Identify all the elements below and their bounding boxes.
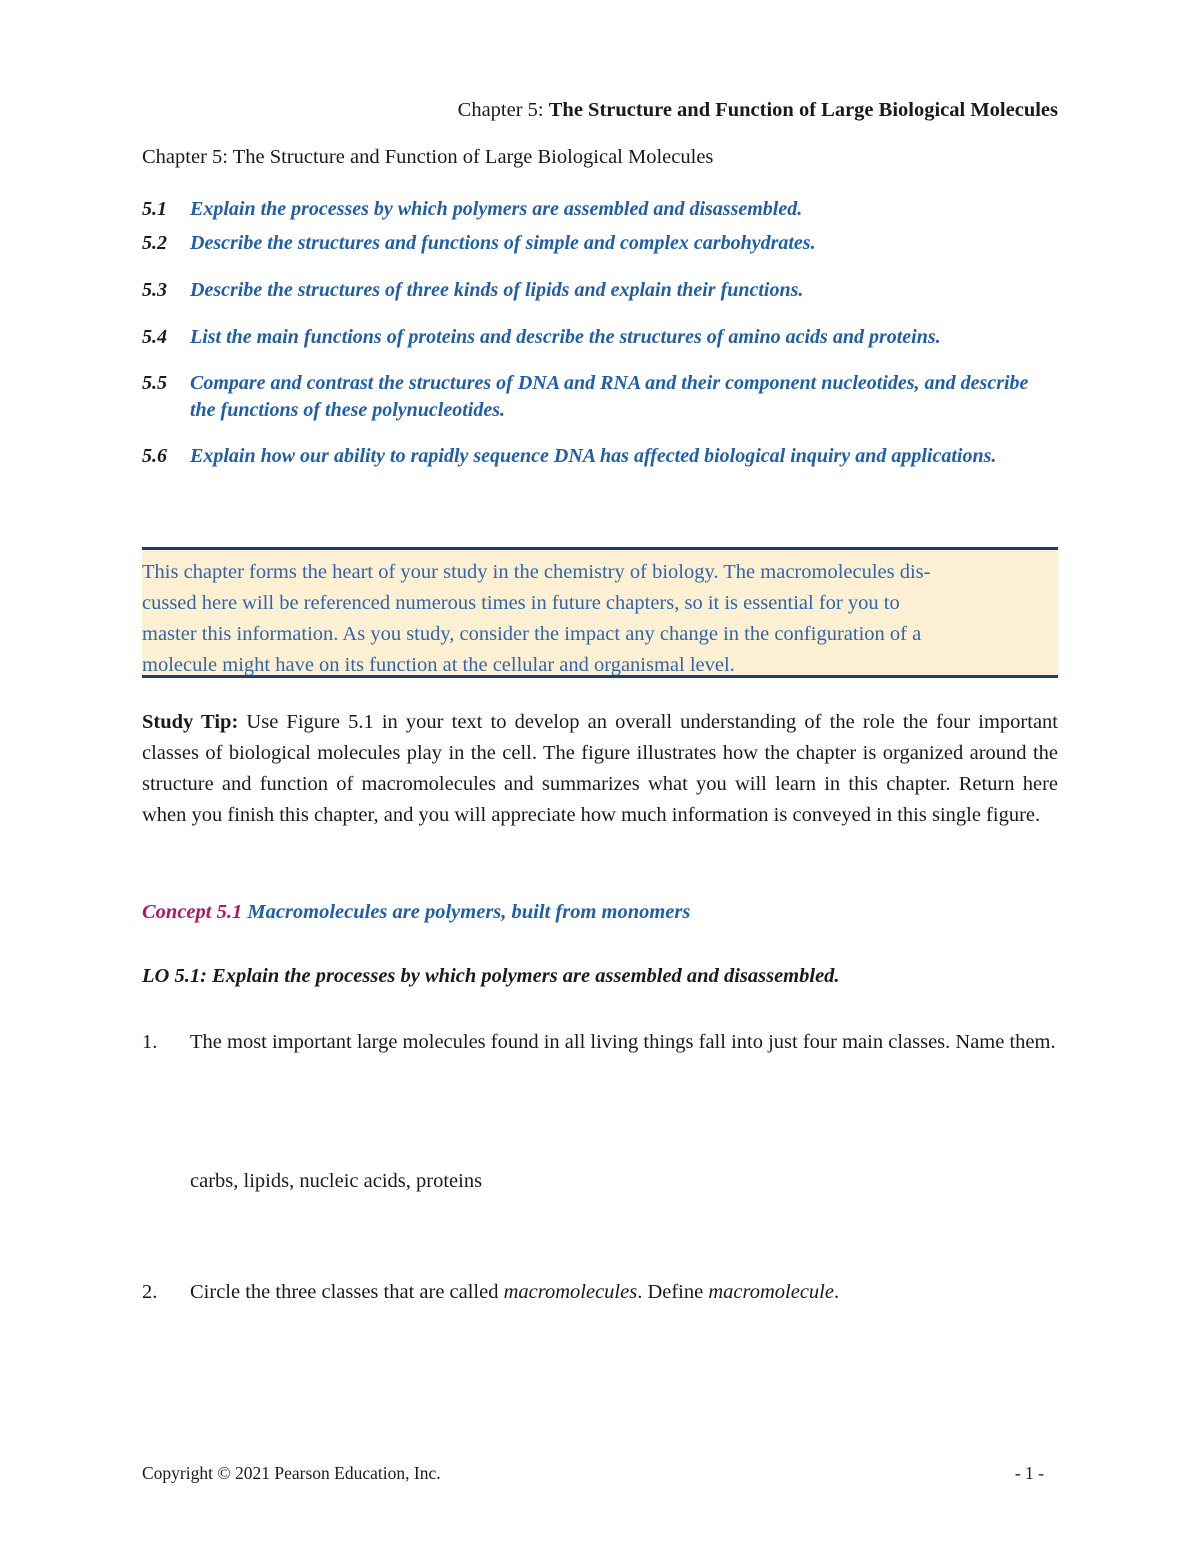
callout-line: master this information. As you study, consider the impact any change in the configuration of a [142, 623, 922, 645]
objective-text: Describe the structures of three kinds of lipids and explain their functions. [190, 279, 804, 301]
callout-line: molecule might have on its function at the cellular and organismal level. [142, 654, 735, 676]
learning-objective-heading: LO 5.1: Explain the processes by which polymers are assembled and disassembled. [142, 965, 840, 987]
objective-item [142, 230, 1058, 257]
objective-item [142, 196, 1058, 223]
callout-line: cussed here will be referenced numerous times in future chapters, so it is essential for you to [142, 592, 900, 614]
objective-number: 5.1 [142, 198, 167, 220]
objective-number: 5.6 [142, 445, 167, 467]
running-head [142, 96, 1058, 124]
running-head-title: The Structure and Function of Large Biological Molecules [548, 99, 1058, 121]
concept-heading [142, 898, 690, 926]
callout-line: This chapter forms the heart of your study in the chemistry of biology. The macromolecules dis- [142, 561, 931, 583]
question-1-answer: carbs, lipids, nucleic acids, proteins [190, 1170, 483, 1192]
question-text-part: Circle the three classes that are called [190, 1281, 504, 1303]
study-tip-label: Study Tip: [142, 711, 239, 733]
objective-text: Explain how our ability to rapidly sequence DNA has affected biological inquiry and applications. [190, 445, 997, 467]
objective-text: Describe the structures and functions of simple and complex carbohydrates. [190, 232, 816, 254]
question-text-part: . [833, 1281, 840, 1303]
term-macromolecules: macromolecules [503, 1281, 638, 1303]
question-1 [142, 1027, 1058, 1058]
objective-number: 5.3 [142, 279, 167, 301]
question-text: The most important large molecules found in all living things fall into just four main classes. Name them. [190, 1031, 1056, 1053]
running-head-prefix: Chapter 5: [457, 99, 549, 121]
question-number: 1. [142, 1031, 158, 1053]
objective-item [142, 324, 1058, 351]
footer-page-number: - 1 - [1014, 1463, 1044, 1483]
objective-text: Compare and contrast the structures of DNA and RNA and their component nucleotides, and describe the functions of these polynucleotides. [190, 372, 1029, 421]
question-text-part: . Define [637, 1281, 709, 1303]
study-tip-text: Use Figure 5.1 in your text to develop an overall understanding of the role the four important classes of biological molecules play in the cell. The figure illustrates how the chapter is organized around the structure and function of macromolecules and summarizes what you will learn in this chapter. Return here when you finish this chapter, and you will appreciate how much information is conveyed in this single figure. [142, 711, 1059, 826]
objective-item [142, 443, 1058, 470]
question-number: 2. [142, 1281, 158, 1303]
learning-objectives [142, 196, 1058, 470]
objective-number: 5.2 [142, 232, 167, 254]
objective-text: Explain the processes by which polymers are assembled and disassembled. [190, 198, 803, 220]
question-text [190, 1277, 1058, 1308]
footer-copyright: Copyright © 2021 Pearson Education, Inc. [142, 1463, 441, 1483]
study-tip [142, 707, 1058, 831]
term-macromolecule: macromolecule [708, 1281, 834, 1303]
objective-item [142, 370, 1058, 424]
chapter-title: Chapter 5: The Structure and Function of Large Biological Molecules [142, 146, 714, 168]
question-2 [142, 1277, 1058, 1308]
objective-number: 5.5 [142, 372, 167, 394]
chapter-intro-callout [142, 547, 1058, 678]
objective-number: 5.4 [142, 326, 167, 348]
concept-title: Macromolecules are polymers, built from monomers [242, 901, 691, 923]
objective-item [142, 277, 1058, 304]
concept-label: Concept 5.1 [142, 901, 243, 923]
objective-text: List the main functions of proteins and describe the structures of amino acids and proteins. [190, 326, 941, 348]
